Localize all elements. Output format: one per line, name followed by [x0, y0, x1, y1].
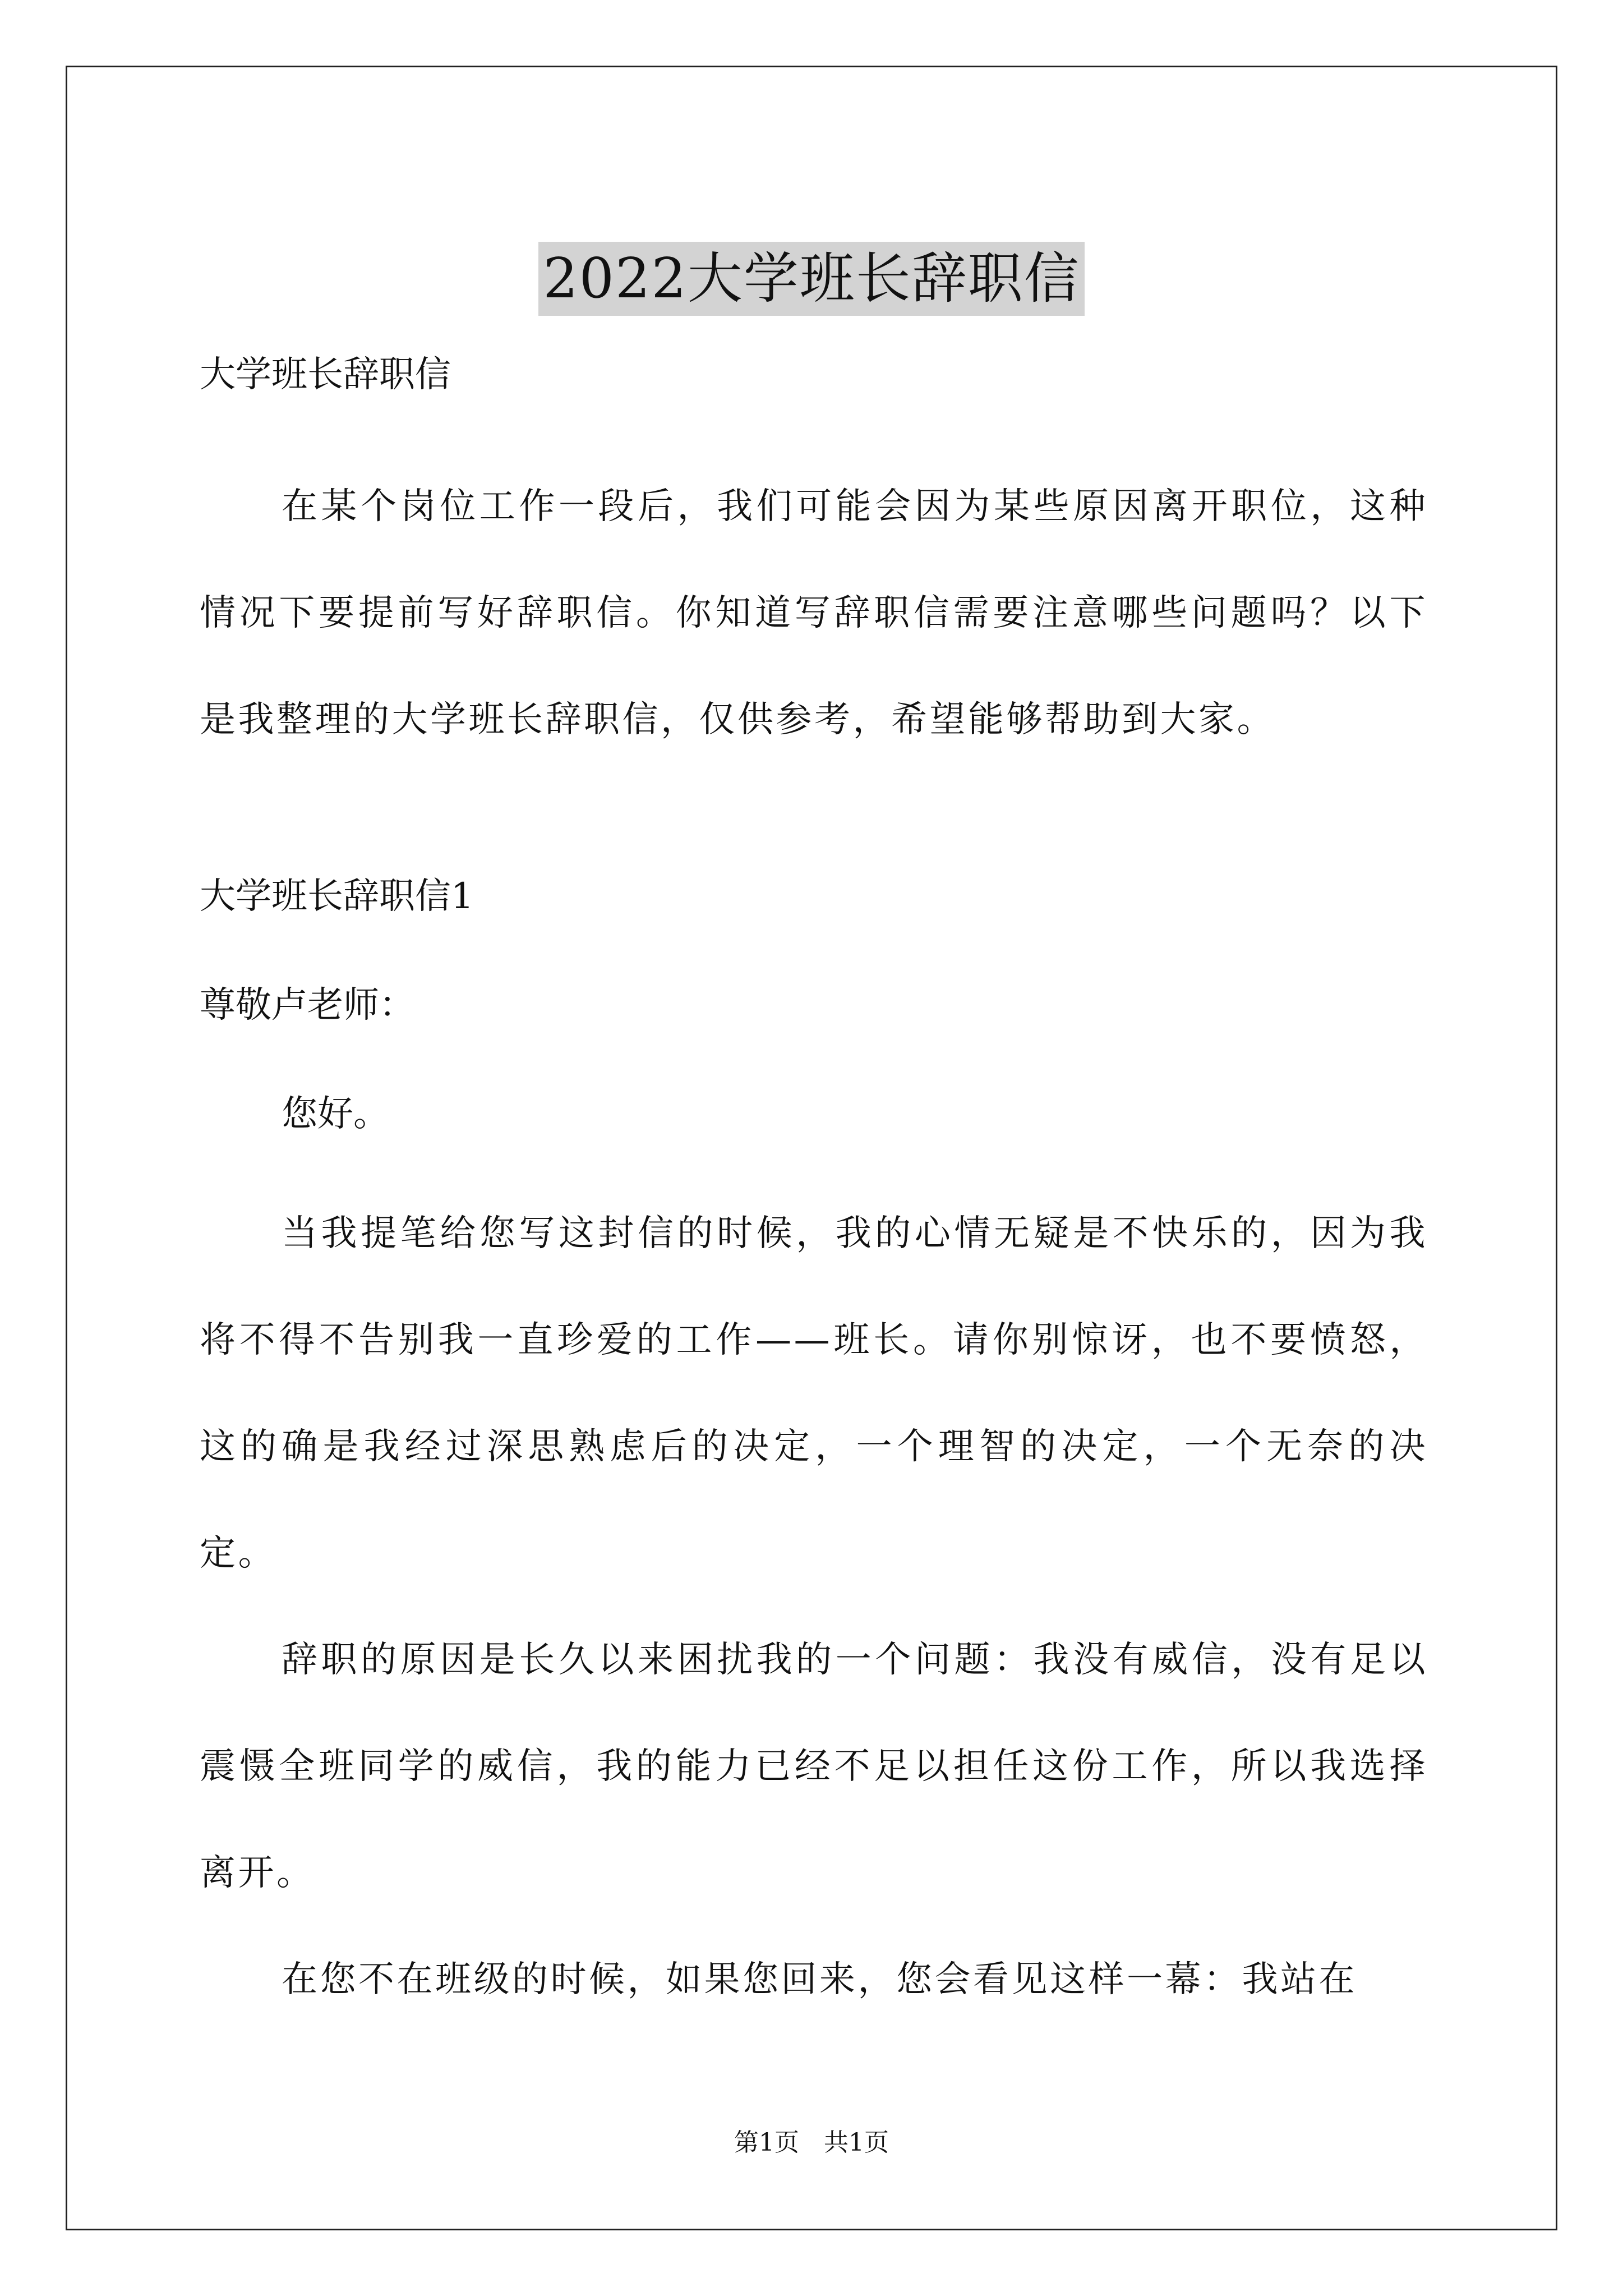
greeting: 您好。 — [282, 1093, 389, 1135]
section-heading: 大学班长辞职信1 — [200, 876, 474, 917]
body-paragraph: 当我提笔给您写这封信的时候，我的心情无疑是不快乐的，因为我将不得不告别我一直珍爱的工作——班长。请你别惊讶，也不要愤怒，这的确是我经过深思熟虑后的决定，一个理智的决定，一个无奈的决定。 — [200, 1213, 1428, 1574]
page-number: 第1页 共1页 — [734, 2128, 889, 2157]
subtitle: 大学班长辞职信 — [200, 354, 451, 395]
salutation: 尊敬卢老师： — [200, 984, 415, 1026]
document-body — [200, 314, 1428, 2033]
body-paragraph: 辞职的原因是长久以来困扰我的一个问题：我没有威信，没有足以震慑全班同学的威信，我的能力已经不足以担任这份工作，所以我选择离开。 — [200, 1639, 1428, 1894]
document-title: 2022大学班长辞职信 — [538, 242, 1084, 316]
intro-paragraph: 在某个岗位工作一段后，我们可能会因为某些原因离开职位，这种情况下要提前写好辞职信。你知道写辞职信需要注意哪些问题吗？以下是我整理的大学班长辞职信，仅供参考，希望能够帮助到大家。 — [200, 486, 1428, 740]
body-paragraph: 在您不在班级的时候，如果您回来，您会看见这样一幕：我站在 — [282, 1959, 1357, 2000]
